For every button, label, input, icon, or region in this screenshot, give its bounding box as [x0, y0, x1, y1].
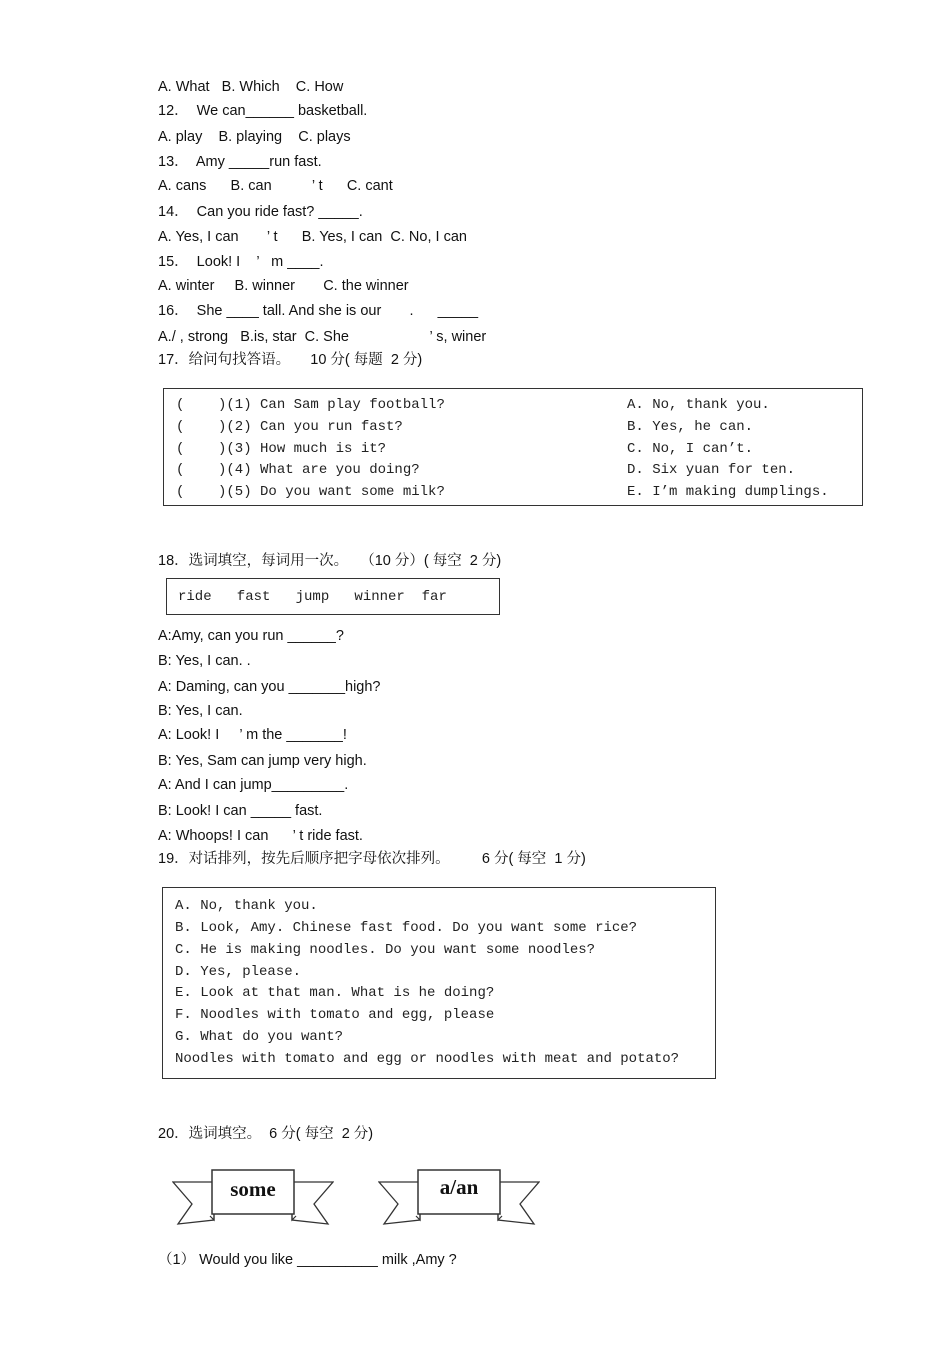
- q16-stem: 16． She ____ tall. And she is our . _____: [158, 303, 479, 319]
- q16-options: A./ , strong B.is, star C. She ’ s, winer: [158, 329, 487, 345]
- q14-stem: 14． Can you ride fast? _____.: [158, 204, 363, 220]
- q19-line-d: D. Yes, please.: [175, 964, 302, 980]
- q17-question-5: ( )(5) Do you want some milk?: [176, 484, 445, 500]
- q17-question-2: ( )(2) Can you run fast?: [176, 419, 403, 435]
- q18-line-8: B: Look! I can _____ fast.: [158, 803, 323, 819]
- q18-line-2: B: Yes, I can. .: [158, 653, 251, 669]
- q17-answer-a: A. No, thank you.: [627, 397, 770, 413]
- banner-some: [172, 1168, 334, 1228]
- q17-question-4: ( )(4) What are you doing?: [176, 462, 420, 478]
- q19-line-f: F. Noodles with tomato and egg, please: [175, 1007, 495, 1023]
- q19-title: 19．对话排列，按先后顺序把字母依次排列。 6 分( 每空 1 分): [158, 851, 586, 867]
- q20-title: 20．选词填空。 6 分( 每空 2 分): [158, 1126, 374, 1142]
- q11-options: A. What B. Which C. How: [158, 79, 344, 95]
- q18-line-4: B: Yes, I can.: [158, 703, 243, 719]
- q12-stem: 12． We can______ basketball.: [158, 103, 368, 119]
- banner-a-an: [378, 1168, 540, 1228]
- q13-stem: 13． Amy _____run fast.: [158, 154, 322, 170]
- q19-line-c: C. He is making noodles. Do you want some noodles?: [175, 942, 596, 958]
- q19-line-a: A. No, thank you.: [175, 898, 318, 914]
- q15-stem: 15． Look! I ’ m ____.: [158, 254, 324, 270]
- q18-title: 18．选词填空，每词用一次。 （10 分）( 每空 2 分): [158, 553, 502, 569]
- q17-question-3: ( )(3) How much is it?: [176, 441, 387, 457]
- q19-line-h: Noodles with tomato and egg or noodles with meat and potato?: [175, 1051, 680, 1067]
- q13-options: A. cans B. can ’ t C. cant: [158, 178, 393, 194]
- q12-options: A. play B. playing C. plays: [158, 129, 351, 145]
- q19-line-e: E. Look at that man. What is he doing?: [175, 985, 495, 1001]
- q18-line-5: A: Look! I ’ m the _______!: [158, 727, 347, 743]
- q18-word-bank: [166, 578, 500, 615]
- q19-line-b: B. Look, Amy. Chinese fast food. Do you want some rice?: [175, 920, 638, 936]
- q19-line-g: G. What do you want?: [175, 1029, 344, 1045]
- q17-match-box: [163, 388, 863, 506]
- banner-some-label: some: [230, 1177, 276, 1201]
- q17-answer-d: D. Six yuan for ten.: [627, 462, 796, 478]
- q18-word-bank-words: ride fast jump winner far: [178, 589, 447, 605]
- q18-line-3: A: Daming, can you _______high?: [158, 679, 381, 695]
- q18-line-9: A: Whoops! I can ’ t ride fast.: [158, 828, 363, 844]
- q18-line-7: A: And I can jump_________.: [158, 777, 349, 793]
- q18-line-1: A:Amy, can you run ______?: [158, 628, 344, 644]
- q17-answer-e: E. I’m making dumplings.: [627, 484, 829, 500]
- q18-line-6: B: Yes, Sam can jump very high.: [158, 753, 367, 769]
- q17-answer-c: C. No, I can’t.: [627, 441, 754, 457]
- q19-dialogue-box: [162, 887, 716, 1079]
- q14-options: A. Yes, I can ’ t B. Yes, I can C. No, I can: [158, 229, 467, 245]
- q17-title: 17．给问句找答语。 10 分( 每题 2 分): [158, 352, 423, 368]
- q17-question-1: ( )(1) Can Sam play football?: [176, 397, 445, 413]
- q17-answer-b: B. Yes, he can.: [627, 419, 754, 435]
- q15-options: A. winter B. winner C. the winner: [158, 278, 409, 294]
- q20-item-1: （1） Would you like __________ milk ,Amy ?: [158, 1252, 457, 1268]
- banner-a-an-label: a/an: [439, 1175, 479, 1199]
